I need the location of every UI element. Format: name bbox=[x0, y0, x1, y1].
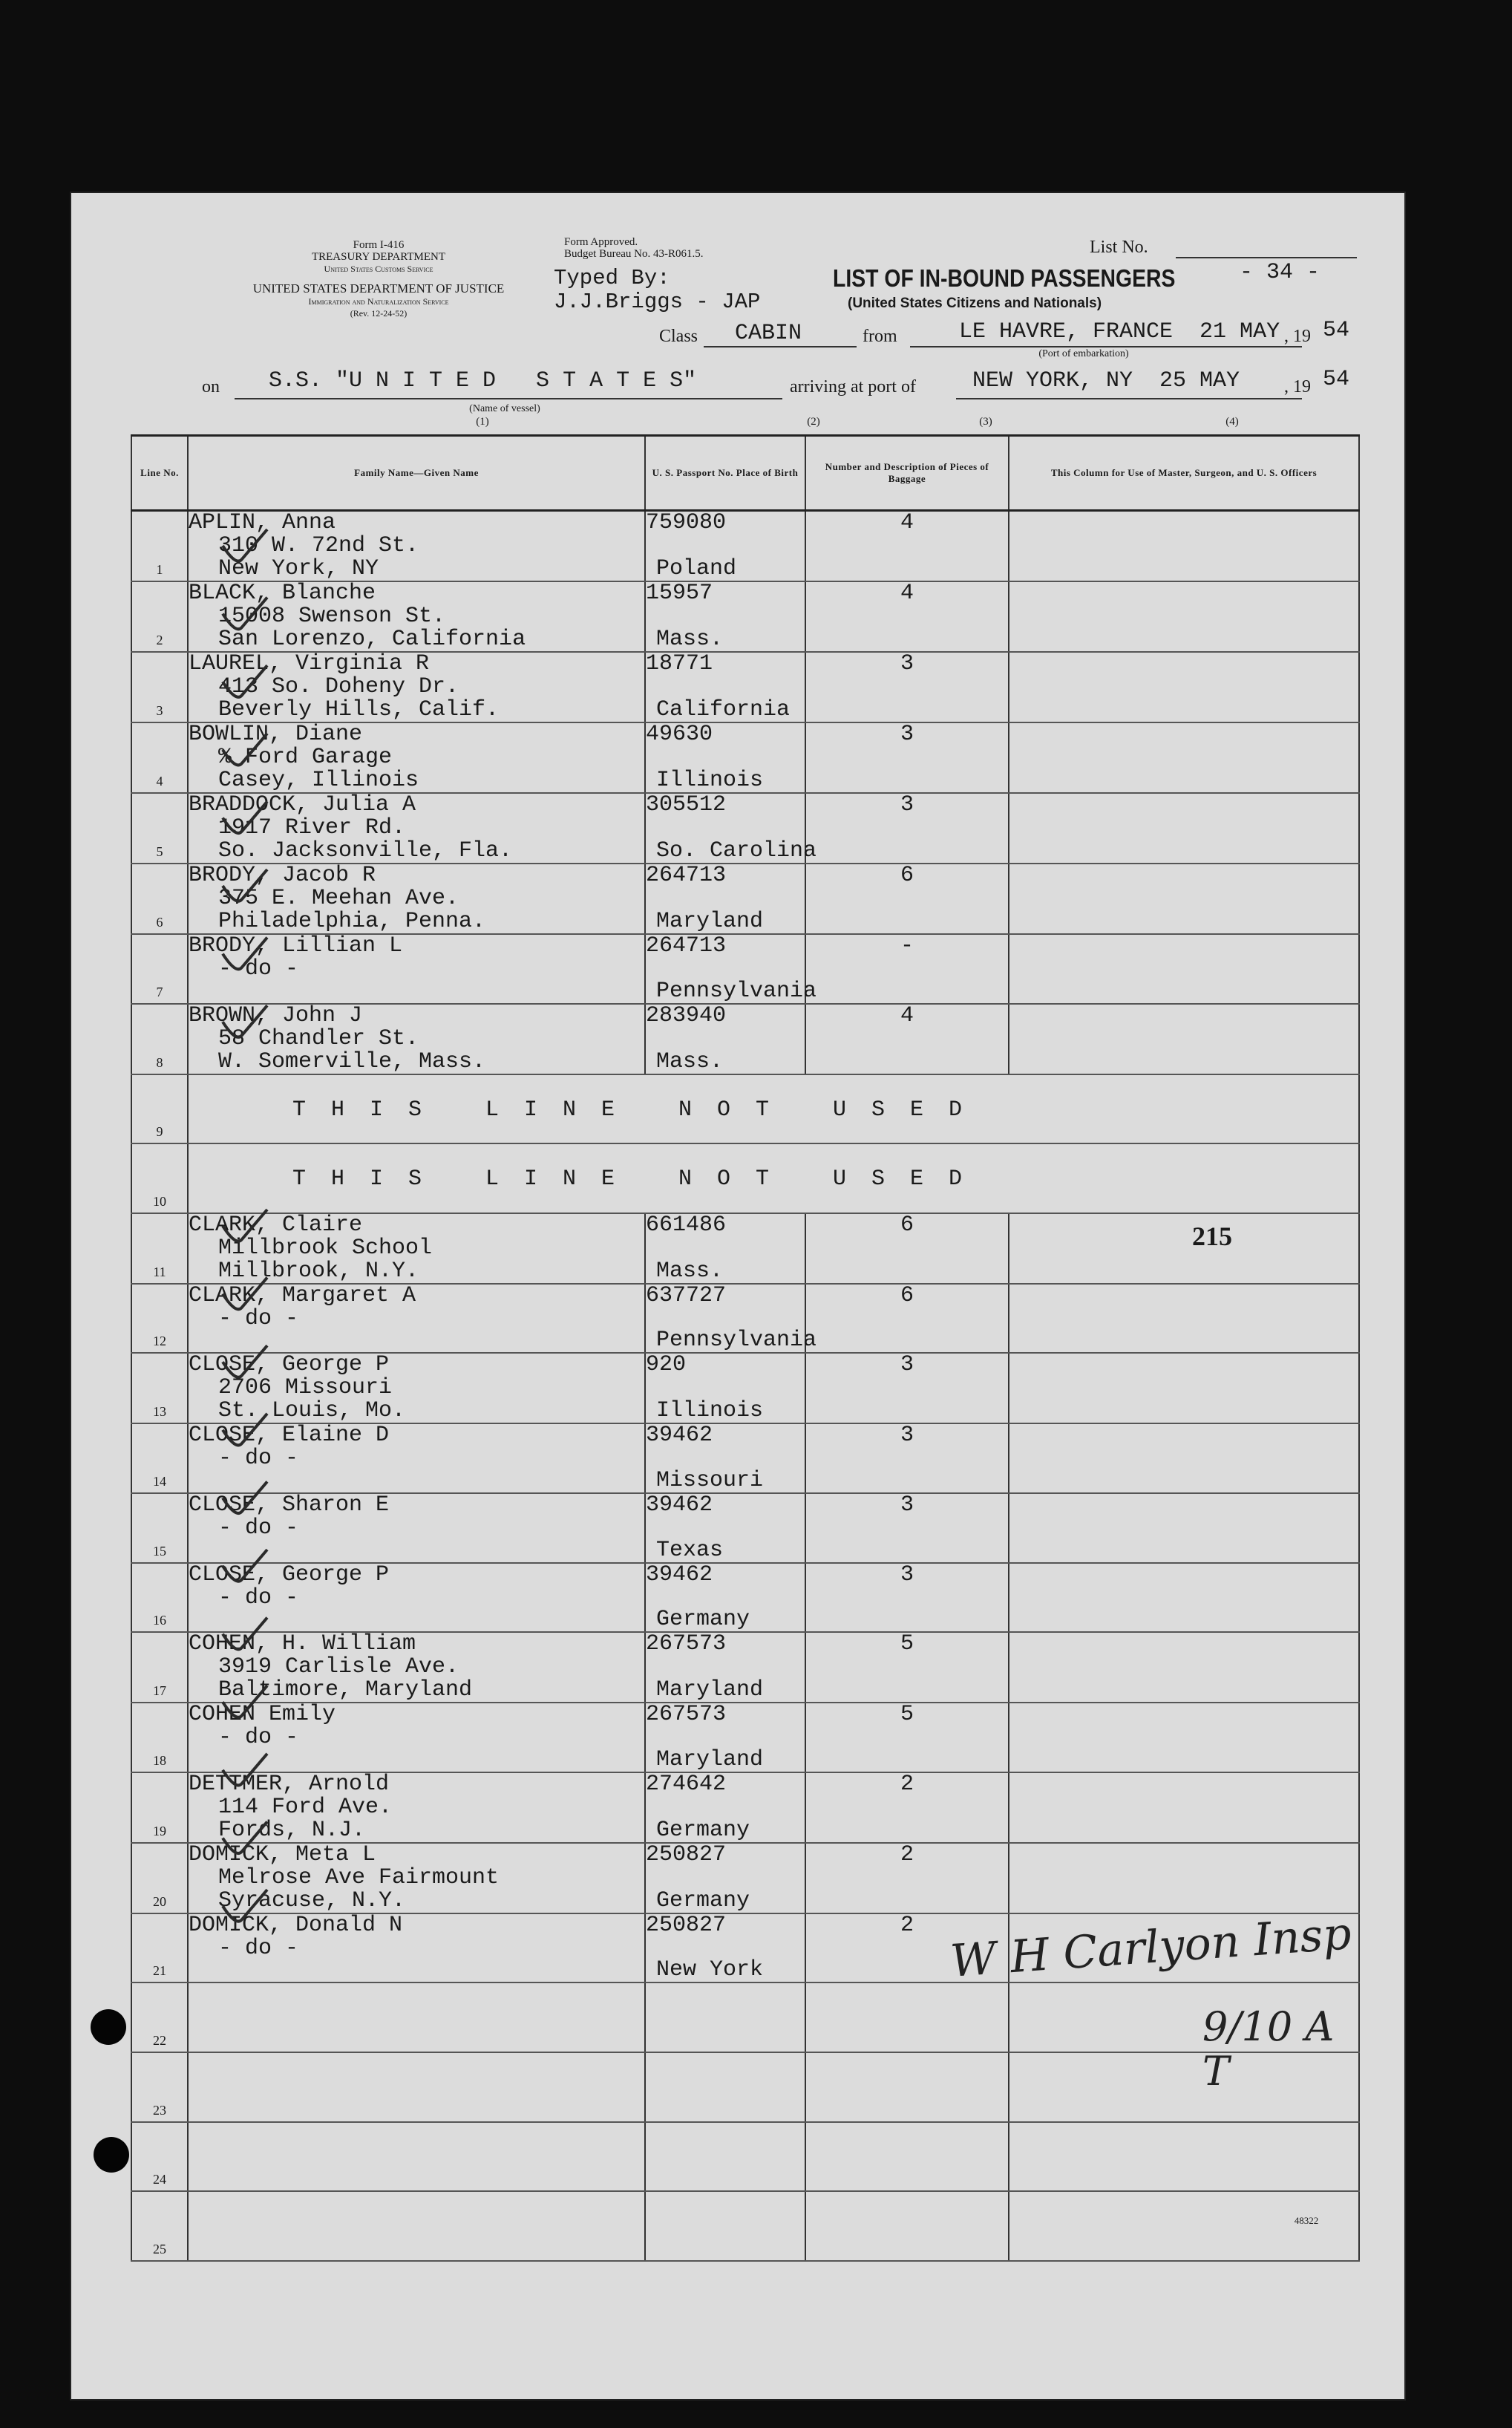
table-row bbox=[131, 581, 1359, 652]
table-row bbox=[131, 2191, 1359, 2261]
officer-use-cell bbox=[1009, 1353, 1359, 1423]
address-line-2: Baltimore, Maryland bbox=[218, 1677, 473, 1703]
baggage-count: 3 bbox=[805, 722, 1009, 793]
address-line-2: Beverly Hills, Calif. bbox=[218, 697, 500, 722]
passport-cell bbox=[645, 933, 817, 1004]
passenger-name-cell bbox=[188, 1982, 645, 2052]
address-line-1: 3919 Carlisle Ave. bbox=[218, 1654, 459, 1680]
baggage-count: 4 bbox=[805, 1004, 1009, 1074]
passport-cell bbox=[645, 1563, 805, 1633]
line-not-used: THIS LINE NOT USED bbox=[292, 1166, 988, 1192]
officer-use-cell bbox=[1009, 1284, 1359, 1354]
line-number: 3 bbox=[131, 652, 188, 722]
address-line-1: 15008 Swenson St. bbox=[218, 604, 446, 629]
arrival-port-date: NEW YORK, NY 25 MAY bbox=[972, 368, 1240, 394]
line-number: 1 bbox=[131, 511, 188, 582]
passenger-name: CLOSE, George P bbox=[189, 1352, 390, 1378]
baggage-count: 2 bbox=[805, 1772, 1009, 1843]
address-line-2: So. Jacksonville, Fla. bbox=[218, 838, 513, 864]
baggage-count bbox=[805, 1982, 1009, 2052]
footer-number: 48322 bbox=[1294, 2215, 1319, 2226]
address-line-2: Casey, Illinois bbox=[218, 768, 419, 793]
passport-cell bbox=[645, 511, 805, 582]
place-of-birth: California bbox=[656, 697, 791, 722]
address-line-1: 114 Ford Ave. bbox=[218, 1794, 393, 1820]
address-line-1: - do - bbox=[218, 1725, 299, 1751]
place-of-birth: Illinois bbox=[656, 768, 764, 793]
typed-by: J.J.Briggs - JAP bbox=[554, 290, 761, 314]
year-1: 54 bbox=[1323, 318, 1350, 343]
passenger-name-cell bbox=[188, 2191, 645, 2261]
line-number: 6 bbox=[131, 864, 188, 934]
year-prefix-1: , 19 bbox=[1284, 327, 1311, 346]
passenger-name-cell bbox=[188, 864, 645, 934]
port-embark-note: (Port of embarkation) bbox=[1038, 348, 1129, 359]
address-line-1: % Ford Garage bbox=[218, 745, 393, 770]
vessel-name: S.S. "U N I T E D S T A T E S" bbox=[269, 368, 697, 394]
table-row bbox=[131, 1982, 1359, 2052]
passenger-name-cell bbox=[188, 934, 645, 1004]
passenger-name-cell bbox=[188, 1284, 645, 1354]
line-number: 8 bbox=[131, 1004, 188, 1074]
class-label: Class bbox=[659, 327, 698, 346]
passport-number: 283940 bbox=[646, 1002, 727, 1028]
place-of-birth: New York bbox=[656, 1957, 764, 1983]
passport-cell bbox=[645, 1913, 805, 1983]
col2-no: (2) bbox=[807, 416, 820, 428]
passport-number: 305512 bbox=[646, 792, 727, 818]
budget-bureau: Budget Bureau No. 43-R061.5. bbox=[564, 248, 704, 260]
address-line-2: Philadelphia, Penna. bbox=[218, 909, 486, 934]
passenger-name: LAUREL, Virginia R bbox=[189, 651, 430, 676]
ins-service: Immigration and Naturalization Service bbox=[308, 296, 449, 307]
passport-cell bbox=[645, 792, 817, 864]
officer-use-cell bbox=[1009, 1632, 1359, 1703]
passenger-name-cell bbox=[188, 1423, 645, 1493]
line-number: 24 bbox=[131, 2122, 188, 2192]
address-line-1: Millbrook School bbox=[218, 1235, 433, 1261]
passport-cell bbox=[645, 1772, 805, 1843]
place-of-birth: Pennsylvania bbox=[656, 978, 817, 1004]
line-number: 2 bbox=[131, 581, 188, 652]
baggage-count: 5 bbox=[805, 1632, 1009, 1703]
baggage-count: 2 bbox=[805, 1843, 1009, 1913]
baggage-count: 6 bbox=[805, 1213, 1009, 1284]
col4-no: (4) bbox=[1225, 416, 1239, 428]
on-label: on bbox=[202, 377, 220, 396]
address-line-1: 413 So. Doheny Dr. bbox=[218, 674, 459, 699]
passenger-name-cell bbox=[188, 1772, 645, 1843]
binder-hole bbox=[94, 2137, 129, 2173]
passport-number: 18771 bbox=[646, 651, 713, 676]
address-line-2: Syracuse, N.Y. bbox=[218, 1887, 406, 1913]
baggage-count: 3 bbox=[805, 793, 1009, 864]
table-row bbox=[131, 2122, 1359, 2192]
list-no-underline bbox=[1176, 257, 1357, 258]
baggage-count: 3 bbox=[805, 1493, 1009, 1563]
passport-number: 39462 bbox=[646, 1561, 713, 1587]
officer-use-cell bbox=[1009, 1703, 1359, 1772]
baggage-count: 3 bbox=[805, 1423, 1009, 1493]
address-line-1: - do - bbox=[218, 1515, 299, 1541]
officer-use-cell bbox=[1009, 1423, 1359, 1493]
baggage-count bbox=[805, 2122, 1009, 2192]
officer-use-cell bbox=[1009, 1004, 1359, 1074]
baggage-count: - bbox=[805, 934, 1009, 1004]
passport-cell bbox=[645, 652, 805, 722]
line-number: 16 bbox=[131, 1563, 188, 1633]
officer-use-cell bbox=[1009, 652, 1359, 722]
form-approved: Form Approved. bbox=[564, 236, 638, 248]
passenger-name-cell bbox=[188, 1353, 645, 1423]
passenger-name-cell bbox=[188, 2052, 645, 2122]
form-subtitle: (United States Citizens and Nationals) bbox=[848, 296, 1102, 311]
officer-use-cell bbox=[1009, 581, 1359, 652]
passport-number: 920 bbox=[646, 1352, 687, 1378]
officer-use-cell bbox=[1009, 1493, 1359, 1563]
justice-dept: UNITED STATES DEPARTMENT OF JUSTICE bbox=[252, 281, 505, 296]
place-of-birth: Pennsylvania bbox=[656, 1328, 817, 1354]
officer-use-cell bbox=[1009, 934, 1359, 1004]
customs-service: United States Customs Service bbox=[324, 264, 433, 274]
place-of-birth: Missouri bbox=[656, 1467, 764, 1493]
table-row bbox=[131, 652, 1359, 722]
line-not-used: THIS LINE NOT USED bbox=[292, 1097, 988, 1123]
passenger-name-cell bbox=[188, 1632, 645, 1703]
passenger-name-cell bbox=[188, 1493, 645, 1563]
passport-number: 250827 bbox=[646, 1841, 727, 1867]
col3-no: (3) bbox=[979, 416, 992, 428]
year-prefix-2: , 19 bbox=[1284, 377, 1311, 396]
address-line-2: St. Louis, Mo. bbox=[218, 1398, 406, 1424]
passport-number: 637727 bbox=[646, 1282, 727, 1308]
passport-cell bbox=[645, 1004, 805, 1074]
passenger-name: DOMICK, Donald N bbox=[189, 1912, 403, 1938]
place-of-birth: Poland bbox=[656, 556, 737, 581]
col-header-baggage: Number and Description of Pieces of Baggage bbox=[805, 436, 1009, 511]
passport-cell bbox=[645, 2122, 805, 2192]
place-of-birth: Mass. bbox=[656, 1048, 724, 1074]
passenger-name-cell bbox=[188, 511, 645, 582]
vessel-underline bbox=[235, 398, 782, 399]
col-header-name: Family Name—Given Name bbox=[188, 436, 645, 511]
table-row bbox=[131, 1284, 1359, 1354]
table-row bbox=[131, 1563, 1359, 1633]
line-number: 23 bbox=[131, 2052, 188, 2122]
line-number: 12 bbox=[131, 1284, 188, 1354]
passport-cell bbox=[645, 1843, 805, 1913]
col1-no: (1) bbox=[476, 416, 489, 428]
passenger-name: CLARK, Claire bbox=[189, 1212, 363, 1238]
place-of-birth: Maryland bbox=[656, 1677, 764, 1703]
passport-cell bbox=[645, 1423, 805, 1493]
baggage-count: 4 bbox=[805, 511, 1009, 582]
address-line-1: 58 Chandler St. bbox=[218, 1025, 419, 1051]
passport-cell bbox=[645, 2191, 805, 2261]
passport-cell bbox=[645, 1353, 805, 1423]
passport-number: 264713 bbox=[646, 933, 727, 959]
embark-port-date: LE HAVRE, FRANCE 21 MAY bbox=[959, 319, 1280, 345]
place-of-birth: So. Carolina bbox=[656, 838, 817, 864]
passport-cell bbox=[645, 1632, 805, 1703]
passport-number: 15957 bbox=[646, 581, 713, 606]
form-revision: (Rev. 12-24-52) bbox=[350, 308, 408, 319]
col-header-officers: This Column for Use of Master, Surgeon, and U. S. Officers bbox=[1009, 436, 1359, 511]
officer-use-cell bbox=[1009, 1563, 1359, 1633]
table-row bbox=[131, 1423, 1359, 1493]
baggage-count bbox=[805, 2052, 1009, 2122]
passport-number: 267573 bbox=[646, 1702, 727, 1728]
baggage-count: 6 bbox=[805, 864, 1009, 934]
passport-number: 250827 bbox=[646, 1912, 727, 1938]
col-header-line-no: Line No. bbox=[131, 436, 188, 511]
address-line-1: 2706 Missouri bbox=[218, 1375, 393, 1401]
passenger-name-cell bbox=[188, 2122, 645, 2192]
passenger-name: BROWN, John J bbox=[189, 1002, 363, 1028]
form-title: LIST OF IN-BOUND PASSENGERS bbox=[833, 264, 1176, 292]
officer-use-cell bbox=[1009, 2122, 1359, 2192]
place-of-birth: Illinois bbox=[656, 1398, 764, 1424]
baggage-count: 2 bbox=[805, 1913, 1009, 1983]
line-number: 4 bbox=[131, 722, 188, 793]
class-value: CABIN bbox=[735, 321, 802, 346]
address-line-1: 1917 River Rd. bbox=[218, 815, 406, 841]
typed-by-label: Typed By: bbox=[554, 266, 670, 290]
place-of-birth: Germany bbox=[656, 1817, 750, 1843]
passenger-name-cell bbox=[188, 793, 645, 864]
address-line-1: - do - bbox=[218, 1305, 299, 1331]
address-line-2: Millbrook, N.Y. bbox=[218, 1258, 419, 1284]
address-line-2: San Lorenzo, California bbox=[218, 627, 526, 652]
baggage-count: 5 bbox=[805, 1703, 1009, 1772]
passport-number: 39462 bbox=[646, 1423, 713, 1449]
address-line-2: New York, NY bbox=[218, 556, 379, 581]
officer-use-cell bbox=[1009, 722, 1359, 793]
passenger-name: DETTMER, Arnold bbox=[189, 1771, 390, 1797]
line-number: 25 bbox=[131, 2191, 188, 2261]
passenger-name: BLACK, Blanche bbox=[189, 581, 376, 606]
passenger-name: BOWLIN, Diane bbox=[189, 722, 363, 747]
table-row bbox=[131, 1843, 1359, 1913]
from-label: from bbox=[863, 327, 897, 346]
place-of-birth: Maryland bbox=[656, 909, 764, 934]
baggage-count bbox=[805, 2191, 1009, 2261]
baggage-count: 3 bbox=[805, 1563, 1009, 1633]
table-row bbox=[131, 934, 1359, 1004]
passenger-name: CLOSE, Elaine D bbox=[189, 1423, 390, 1449]
baggage-count: 6 bbox=[805, 1284, 1009, 1354]
passenger-name-cell bbox=[188, 1004, 645, 1074]
table-row bbox=[131, 864, 1359, 934]
passport-cell bbox=[645, 1703, 805, 1772]
place-of-birth: Texas bbox=[656, 1537, 724, 1563]
address-line-2: Fords, N.J. bbox=[218, 1817, 366, 1843]
list-no: - 34 - bbox=[1240, 260, 1320, 285]
passport-cell bbox=[645, 581, 805, 652]
passenger-name-cell bbox=[188, 722, 645, 793]
officer-use-cell bbox=[1009, 511, 1359, 582]
passport-number: 759080 bbox=[646, 510, 727, 535]
line-number: 5 bbox=[131, 793, 188, 864]
table-row bbox=[131, 1703, 1359, 1772]
passport-number: 39462 bbox=[646, 1492, 713, 1518]
passenger-name: COHEN Emily bbox=[189, 1702, 336, 1728]
passenger-name-cell bbox=[188, 1843, 645, 1913]
address-line-1: - do - bbox=[218, 1585, 299, 1610]
passenger-name: CLARK, Margaret A bbox=[189, 1282, 416, 1308]
address-line-1: - do - bbox=[218, 1935, 299, 1961]
table-row bbox=[131, 1632, 1359, 1703]
address-line-1: Melrose Ave Fairmount bbox=[218, 1864, 500, 1890]
passenger-name: DOMICK, Meta L bbox=[189, 1841, 376, 1867]
address-line-1: 310 W. 72nd St. bbox=[218, 533, 419, 558]
passport-number: 274642 bbox=[646, 1771, 727, 1797]
passport-number: 264713 bbox=[646, 863, 727, 888]
line-number: 22 bbox=[131, 1982, 188, 2052]
table-row bbox=[131, 722, 1359, 793]
class-underline bbox=[704, 346, 857, 347]
line-number: 14 bbox=[131, 1423, 188, 1493]
place-of-birth: Mass. bbox=[656, 627, 724, 652]
passport-cell bbox=[645, 1213, 805, 1284]
passport-cell bbox=[645, 864, 805, 934]
address-line-2: W. Somerville, Mass. bbox=[218, 1048, 486, 1074]
arrival-underline bbox=[956, 398, 1302, 399]
passport-cell bbox=[645, 1982, 805, 2052]
officer-use-cell bbox=[1009, 1772, 1359, 1843]
table-row bbox=[131, 793, 1359, 864]
officer-use-cell bbox=[1009, 1213, 1359, 1284]
table-row bbox=[131, 1004, 1359, 1074]
baggage-count: 4 bbox=[805, 581, 1009, 652]
passenger-name: BRODY, Jacob R bbox=[189, 863, 376, 888]
col-header-passport: U. S. Passport No. Place of Birth bbox=[645, 436, 805, 511]
passport-cell bbox=[645, 1493, 805, 1563]
passport-number: 267573 bbox=[646, 1631, 727, 1657]
binder-hole bbox=[91, 2009, 126, 2045]
passenger-name-cell bbox=[188, 1703, 645, 1772]
inspector-initials: 9/10 A T bbox=[1202, 2003, 1335, 2095]
passenger-name: APLIN, Anna bbox=[189, 510, 336, 535]
place-of-birth: Mass. bbox=[656, 1258, 724, 1284]
table-row bbox=[131, 1493, 1359, 1563]
line-number: 20 bbox=[131, 1843, 188, 1913]
baggage-count: 3 bbox=[805, 1353, 1009, 1423]
passenger-name: BRADDOCK, Julia A bbox=[189, 792, 416, 818]
address-line-1: 375 E. Meehan Ave. bbox=[218, 886, 459, 911]
line-number: 13 bbox=[131, 1353, 188, 1423]
line-number: 18 bbox=[131, 1703, 188, 1772]
passenger-name-cell bbox=[188, 581, 645, 652]
list-no-label: List No. bbox=[1090, 238, 1148, 257]
line-number: 10 bbox=[131, 1143, 188, 1213]
passenger-name-cell bbox=[188, 1913, 645, 1983]
officer-use-cell bbox=[1009, 1843, 1359, 1913]
passenger-name-cell bbox=[188, 1563, 645, 1633]
line-number: 19 bbox=[131, 1772, 188, 1843]
table-row bbox=[131, 1772, 1359, 1843]
line-number: 17 bbox=[131, 1632, 188, 1703]
passenger-name-cell bbox=[188, 652, 645, 722]
table-row bbox=[131, 1213, 1359, 1284]
officer-mark: 215 bbox=[1192, 1221, 1232, 1251]
inspector-signature: W H Carlyon Insp bbox=[949, 1908, 1353, 1988]
place-of-birth: Germany bbox=[656, 1607, 750, 1633]
arriving-label: arriving at port of bbox=[790, 377, 916, 396]
treasury-dept: TREASURY DEPARTMENT bbox=[311, 251, 446, 263]
vessel-note: (Name of vessel) bbox=[469, 403, 540, 414]
passport-cell bbox=[645, 1282, 817, 1354]
table-row bbox=[131, 1074, 1359, 1144]
passenger-name: COHEN, H. William bbox=[189, 1631, 416, 1657]
table-row bbox=[131, 1353, 1359, 1423]
table-row bbox=[131, 2052, 1359, 2122]
address-line-1: - do - bbox=[218, 1446, 299, 1472]
passenger-table bbox=[131, 434, 1360, 2262]
passport-number: 661486 bbox=[646, 1212, 727, 1238]
passport-cell bbox=[645, 2052, 805, 2122]
baggage-count: 3 bbox=[805, 652, 1009, 722]
passenger-name: CLOSE, Sharon E bbox=[189, 1492, 390, 1518]
passport-number: 49630 bbox=[646, 722, 713, 747]
line-number: 21 bbox=[131, 1913, 188, 1983]
table-row bbox=[131, 511, 1359, 582]
passenger-name-cell bbox=[188, 1213, 645, 1284]
officer-use-cell bbox=[1009, 793, 1359, 864]
officer-use-cell bbox=[1009, 864, 1359, 934]
address-line-1: - do - bbox=[218, 956, 299, 982]
form-number: Form I-416 bbox=[353, 239, 405, 251]
table-row bbox=[131, 1143, 1359, 1213]
line-number: 15 bbox=[131, 1493, 188, 1563]
passenger-name: BRODY, Lillian L bbox=[189, 933, 403, 959]
line-number: 11 bbox=[131, 1213, 188, 1284]
place-of-birth: Germany bbox=[656, 1887, 750, 1913]
place-of-birth: Maryland bbox=[656, 1746, 764, 1772]
year-2: 54 bbox=[1323, 367, 1350, 392]
line-number: 9 bbox=[131, 1074, 188, 1144]
line-number: 7 bbox=[131, 934, 188, 1004]
passenger-name: CLOSE, George P bbox=[189, 1561, 390, 1587]
passport-cell bbox=[645, 722, 805, 793]
